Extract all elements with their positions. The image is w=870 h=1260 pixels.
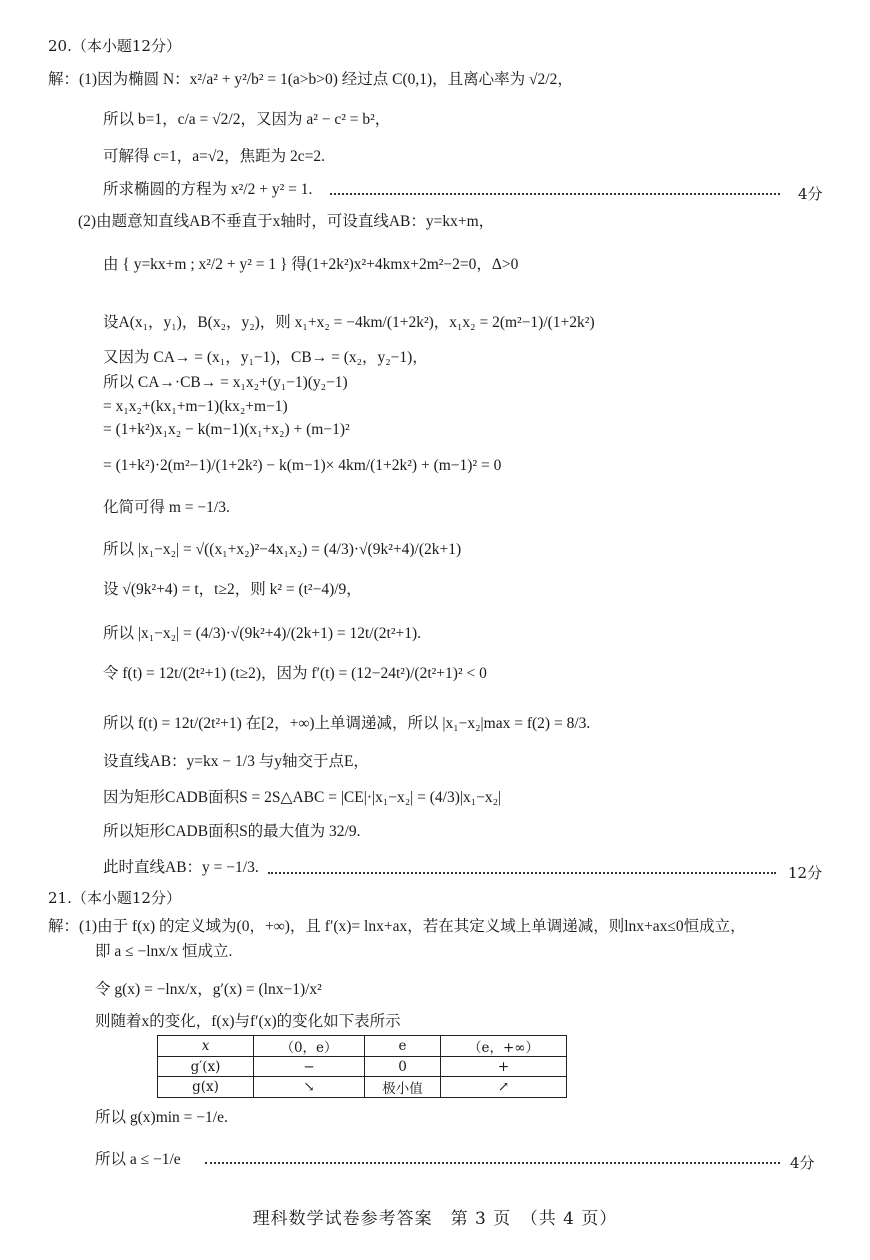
leader-dots bbox=[268, 872, 776, 874]
score-4-points: 4分 bbox=[790, 1154, 815, 1172]
q21-line-2: 即 a ≤ −lnx/x 恒成立. bbox=[95, 943, 233, 960]
table-cell: ↘ bbox=[254, 1077, 365, 1098]
score-4-points: 4分 bbox=[798, 185, 823, 203]
table-cell: g(x) bbox=[158, 1077, 254, 1098]
q20-line-2: 所以 b=1，c/a = √2/2，又因为 a² − c² = b²， bbox=[103, 111, 391, 128]
q21-heading: 21.（本小题12分） bbox=[48, 889, 181, 907]
q21-line-4: 则随着x的变化，f(x)与f′(x)的变化如下表所示 bbox=[95, 1013, 401, 1030]
table-cell: ↗ bbox=[441, 1077, 567, 1098]
table-row bbox=[158, 1077, 567, 1098]
q20-line-1: 解：(1)因为椭圆 N：x²/a² + y²/b² = 1(a>b>0) 经过点 C(0,1)，且离心率为 √2/2， bbox=[48, 71, 573, 88]
table-cell: e bbox=[365, 1036, 441, 1057]
q20-line-11: = (1+k²)x₁x₂ − k(m−1)(x₁+x₂) + (m−1)² bbox=[103, 421, 350, 438]
table-row bbox=[158, 1036, 567, 1057]
page-footer: 理科数学试卷参考答案 第 3 页 （共 4 页） bbox=[252, 1209, 618, 1229]
table-cell: + bbox=[441, 1057, 567, 1077]
score-12-points: 12分 bbox=[788, 864, 823, 882]
q20-line-16: 所以 |x₁−x₂| = (4/3)·√(9k²+4)/(2k+1) = 12t/(2t²+1). bbox=[103, 625, 421, 642]
table-cell: 极小值 bbox=[365, 1077, 441, 1098]
leader-dots bbox=[205, 1162, 780, 1164]
variation-table bbox=[157, 1035, 567, 1098]
q20-line-6-system: 由 { y=kx+m ; x²/2 + y² = 1 } 得(1+2k²)x²+4kmx+2m²−2=0，Δ>0 bbox=[103, 256, 519, 273]
table-cell: x bbox=[158, 1036, 254, 1057]
q20-line-3: 可解得 c=1，a=√2，焦距为 2c=2. bbox=[103, 148, 325, 165]
q20-line-19: 设直线AB：y=kx − 1/3 与y轴交于点E， bbox=[103, 753, 369, 770]
table-cell: g′(x) bbox=[158, 1057, 254, 1077]
q20-line-8: 又因为 CA→ = (x₁，y₁−1)，CB→ = (x₂，y₂−1)， bbox=[103, 349, 428, 366]
table-cell: （0，e） bbox=[254, 1036, 365, 1057]
q20-line-17: 令 f(t) = 12t/(2t²+1) (t≥2)，因为 f′(t) = (12−24t²)/(2t²+1)² < 0 bbox=[103, 665, 487, 682]
q20-line-22: 此时直线AB：y = −1/3. bbox=[103, 859, 259, 876]
q21-line-5: 所以 g(x)min = −1/e. bbox=[95, 1109, 228, 1126]
q21-line-1: 解：(1)由于 f(x) 的定义域为(0，+∞)，且 f′(x)= lnx+ax，若在其定义域上单调递减，则lnx+ax≤0恒成立， bbox=[48, 918, 746, 935]
q20-line-10: = x₁x₂+(kx₁+m−1)(kx₂+m−1) bbox=[103, 398, 288, 415]
table-row bbox=[158, 1057, 567, 1077]
q21-line-3: 令 g(x) = −lnx/x，g′(x) = (lnx−1)/x² bbox=[95, 981, 322, 998]
q20-line-13: 化简可得 m = −1/3. bbox=[103, 499, 230, 516]
q20-line-14: 所以 |x₁−x₂| = √((x₁+x₂)²−4x₁x₂) = (4/3)·√(9k²+4)/(2k+1) bbox=[103, 541, 462, 558]
q20-heading: 20.（本小题12分） bbox=[48, 37, 181, 55]
q20-line-4: 所求椭圆的方程为 x²/2 + y² = 1. bbox=[103, 181, 313, 198]
q21-line-6: 所以 a ≤ −1/e bbox=[95, 1151, 181, 1168]
q20-line-5: (2)由题意知直线AB不垂直于x轴时，可设直线AB：y=kx+m， bbox=[78, 213, 495, 230]
q20-line-20: 因为矩形CADB面积S = 2S△ABC = |CE|·|x₁−x₂| = (4/3)|x₁−x₂| bbox=[103, 789, 502, 806]
q20-line-21: 所以矩形CADB面积S的最大值为 32/9. bbox=[103, 823, 361, 840]
table-cell: 0 bbox=[365, 1057, 441, 1077]
table-cell: （e，+∞） bbox=[441, 1036, 567, 1057]
table-cell: − bbox=[254, 1057, 365, 1077]
q20-line-12: = (1+k²)·2(m²−1)/(1+2k²) − k(m−1)× 4km/(1+2k²) + (m−1)² = 0 bbox=[103, 457, 502, 474]
q20-line-18: 所以 f(t) = 12t/(2t²+1) 在[2，+∞)上单调递减，所以 |x₁−x₂|max = f(2) = 8/3. bbox=[103, 715, 591, 732]
leader-dots bbox=[330, 193, 780, 195]
q20-line-15: 设 √(9k²+4) = t，t≥2，则 k² = (t²−4)/9， bbox=[103, 581, 362, 598]
q20-line-7: 设A(x₁，y₁)，B(x₂，y₂)，则 x₁+x₂ = −4km/(1+2k²)，x₁x₂ = 2(m²−1)/(1+2k²) bbox=[103, 314, 595, 331]
q20-line-9: 所以 CA→·CB→ = x₁x₂+(y₁−1)(y₂−1) bbox=[103, 374, 348, 391]
